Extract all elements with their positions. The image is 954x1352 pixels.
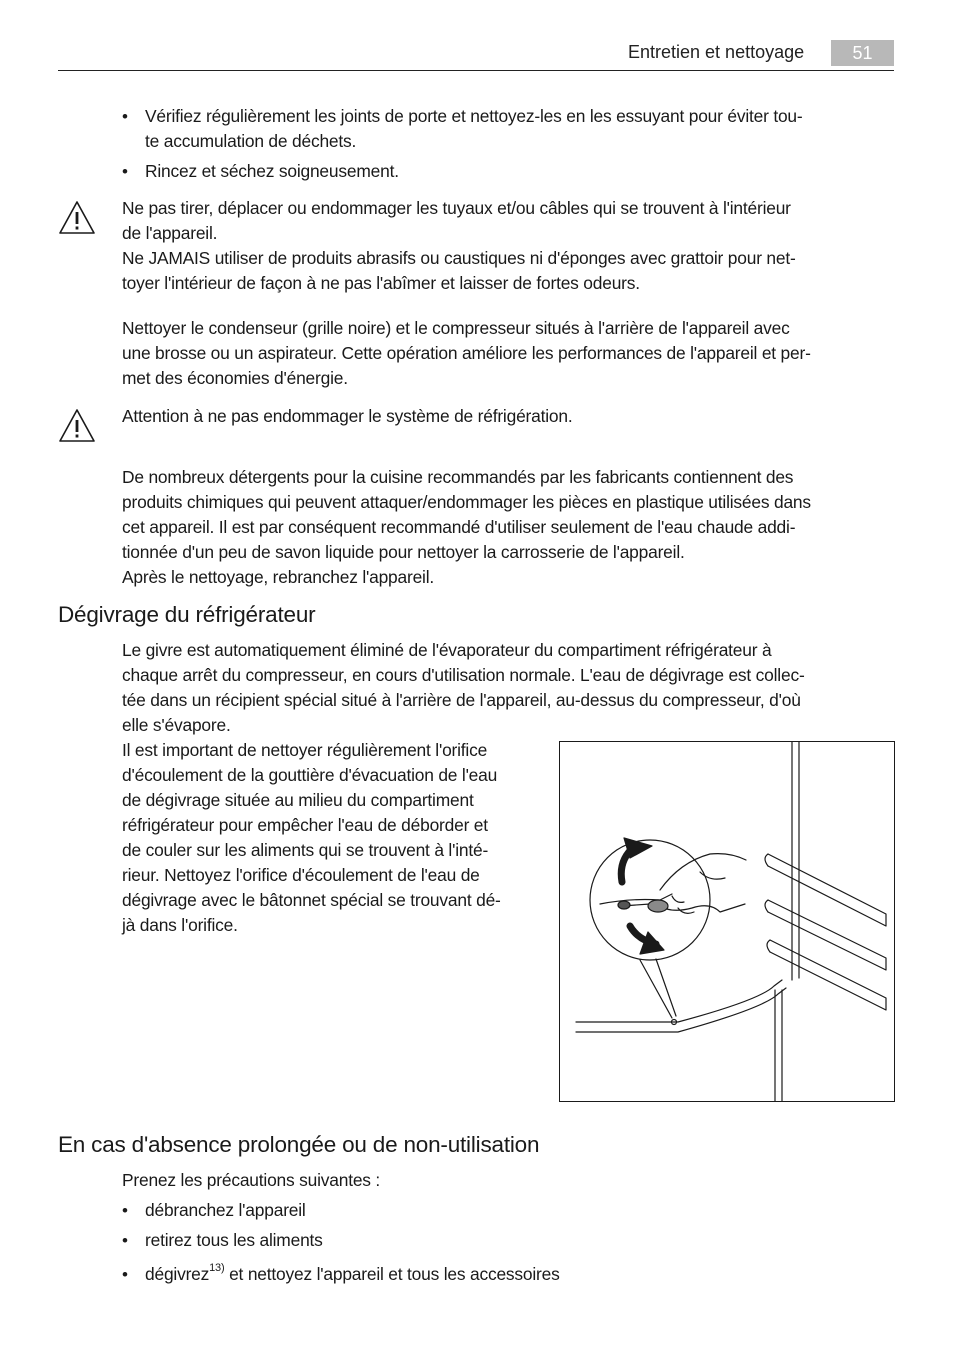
detergent-paragraph: [122, 465, 897, 590]
text-line: tionnée d'un peu de savon liquide pour nettoyer la carrosserie de l'appareil.: [122, 542, 685, 562]
fridge-interior-drawing: [560, 742, 894, 1101]
text-line: dégivrage avec le bâtonnet spécial se trouvant dé-: [122, 890, 501, 910]
list-item: [122, 1228, 897, 1253]
bullet-line: Rincez et séchez soigneusement.: [145, 161, 399, 181]
text-line: chaque arrêt du compresseur, en cours d'utilisation normale. L'eau de dégivrage est collec-: [122, 665, 805, 685]
text-line: tée dans un récipient spécial situé à l'arrière de l'appareil, au-dessus du compresseur, d'où: [122, 690, 801, 710]
defrost-drain-paragraph: [122, 738, 552, 938]
text-line: réfrigérateur pour empêcher l'eau de déborder et: [122, 815, 488, 835]
list-item: [122, 1198, 897, 1223]
absence-intro: Prenez les précautions suivantes :: [122, 1170, 381, 1190]
section-heading-absence: En cas d'absence prolongée ou de non-utilisation: [58, 1132, 540, 1157]
text-line: Ne pas tirer, déplacer ou endommager les tuyaux et/ou câbles qui se trouvent à l'intérieur: [122, 198, 791, 218]
warning-text: Attention à ne pas endommager le système de réfrigération.: [122, 406, 573, 426]
warning-triangle-icon: [58, 200, 96, 236]
text-line: De nombreux détergents pour la cuisine recommandés par les fabricants contiennent des: [122, 467, 794, 487]
list-item: [122, 159, 897, 184]
warning-text-block: [122, 196, 897, 296]
list-item-text: dégivrez: [145, 1264, 210, 1284]
absence-bullet-list: [122, 1198, 897, 1287]
text-line: met des économies d'énergie.: [122, 368, 348, 388]
text-line: Le givre est automatiquement éliminé de l'évaporateur du compartiment réfrigérateur à: [122, 640, 772, 660]
list-item-text: retirez tous les aliments: [145, 1230, 323, 1250]
bullet-line: te accumulation de déchets.: [145, 131, 357, 151]
text-line: Nettoyer le condenseur (grille noire) et le compresseur situés à l'arrière de l'appareil avec: [122, 318, 790, 338]
text-line: une brosse ou un aspirateur. Cette opération améliore les performances de l'appareil et per-: [122, 343, 811, 363]
section-heading-defrost: Dégivrage du réfrigérateur: [58, 602, 316, 627]
text-line: Ne JAMAIS utiliser de produits abrasifs ou caustiques ni d'éponges avec grattoir pour net-: [122, 248, 796, 268]
bullet-line: Vérifiez régulièrement les joints de porte et nettoyez-les en les essuyant pour éviter tou-: [145, 106, 803, 126]
defrost-intro-paragraph: [122, 638, 897, 738]
text-line: de l'appareil.: [122, 223, 218, 243]
condenser-paragraph: [122, 316, 897, 391]
warning-triangle-icon: [58, 408, 96, 444]
list-item: [122, 104, 897, 154]
text-line: rieur. Nettoyez l'orifice d'écoulement de l'eau de: [122, 865, 480, 885]
running-header-title: Entretien et nettoyage: [628, 42, 805, 62]
text-line: cet appareil. Il est par conséquent recommandé d'utiliser seulement de l'eau chaude addi-: [122, 517, 796, 537]
text-line: jà dans l'orifice.: [122, 915, 238, 935]
text-line: Il est important de nettoyer régulièrement l'orifice: [122, 740, 488, 760]
page-number-badge: 51: [831, 40, 894, 66]
list-item-text: débranchez l'appareil: [145, 1200, 306, 1220]
text-line: de couler sur les aliments qui se trouvent à l'inté-: [122, 840, 489, 860]
header-rule: [58, 70, 894, 71]
text-line: elle s'évapore.: [122, 715, 231, 735]
text-line: produits chimiques qui peuvent attaquer/endommager les pièces en plastique utilisées dans: [122, 492, 811, 512]
drain-hole-illustration: [559, 741, 895, 1102]
text-line: toyer l'intérieur de façon à ne pas l'abîmer et laisser de fortes odeurs.: [122, 273, 640, 293]
list-item-text: et nettoyez l'appareil et tous les accessoires: [224, 1264, 560, 1284]
list-item: [122, 1262, 897, 1287]
footnote-ref[interactable]: 13): [209, 1262, 225, 1275]
cleaning-bullet-list: [122, 104, 897, 184]
text-line: d'écoulement de la gouttière d'évacuation de l'eau: [122, 765, 498, 785]
text-line: Après le nettoyage, rebranchez l'appareil.: [122, 567, 435, 587]
text-line: de dégivrage située au milieu du compartiment: [122, 790, 474, 810]
